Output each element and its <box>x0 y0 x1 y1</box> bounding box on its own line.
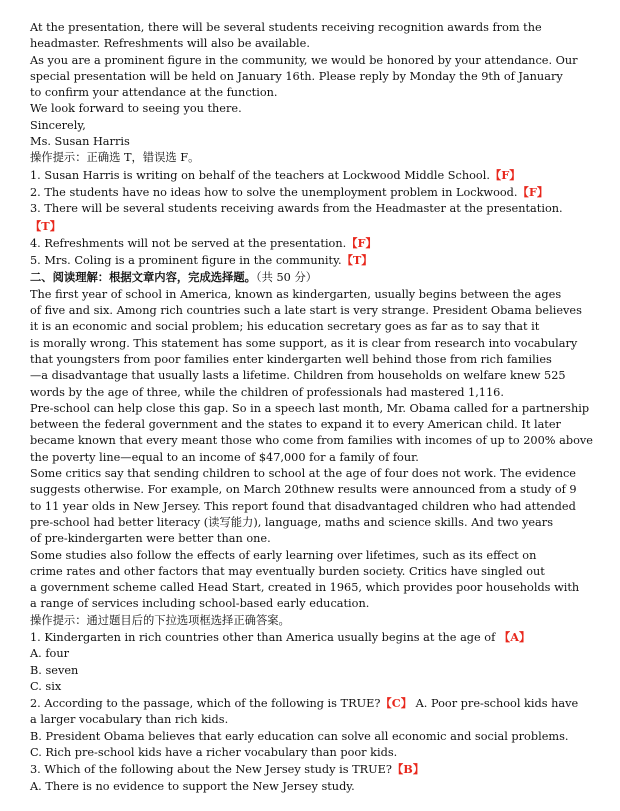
text-line: special presentation will be held on January 16th. Please reply by Monday the 9th of January <box>30 69 563 83</box>
text-line: to confirm your attendance at the function. <box>30 86 278 100</box>
text-line: to 11 year olds in New Jersey. This report found that disadvantaged children who had attended <box>30 499 576 513</box>
option-b: B. seven <box>30 663 79 677</box>
text-line: words by the age of three, while the children of professionals had mastered 1,116. <box>30 385 504 399</box>
text-line: As you are a prominent figure in the community, we would be honored by your attendance. Our <box>30 53 578 67</box>
tf-instruction: 操作提示：正确选 T，错误选 F。 <box>30 151 200 165</box>
tf-answer-select[interactable]: 【F】 <box>517 184 549 199</box>
tf-item-3 <box>30 201 595 217</box>
text-line: of pre-kindergarten were better than one. <box>30 532 271 546</box>
option-a: A. Poor pre-school kids have <box>412 697 579 711</box>
text-line: it is an economic and social problem; his education secretary goes as far as to say that it <box>30 320 540 334</box>
passage-paragraph-4 <box>30 548 595 613</box>
option-c: C. six <box>30 679 62 693</box>
text-line: that youngsters from poor families enter kindergarten well behind those from rich families <box>30 352 552 366</box>
text-line: Some studies also follow the effects of early learning over lifetimes, such as its effect on <box>30 548 537 562</box>
tf-item-2 <box>30 184 595 201</box>
text-line: Pre-school can help close this gap. So in a speech last month, Mr. Obama called for a partnership <box>30 401 590 415</box>
tf-item-text: 1. Susan Harris is writing on behalf of the teachers at Lockwood Middle School. <box>30 168 490 182</box>
option-a-continued: a larger vocabulary than rich kids. <box>30 713 229 727</box>
text-line: of five and six. Among rich countries such a late start is very strange. President Obama believes <box>30 304 582 318</box>
text-line: —a disadvantage that usually lasts a lifetime. Children from households on welfare knew 525 <box>30 369 566 383</box>
answer-dropdown[interactable]: 【C】 <box>380 696 413 711</box>
question-stem: 3. Which of the following about the New Jersey study is TRUE? <box>30 763 392 777</box>
text-line: between the federal government and the states to expand it to every American child. It later <box>30 418 561 432</box>
text-line: is morally wrong. This statement has some support, as it is clear from research into vocabulary <box>30 336 578 350</box>
section-points: （共 50 分） <box>255 271 318 285</box>
mc-instruction: 操作提示：通过题目后的下拉选项框选择正确答案。 <box>30 613 290 627</box>
passage-paragraph-3 <box>30 466 595 547</box>
section-heading <box>30 269 595 286</box>
tf-item-text: 5. Mrs. Coling is a prominent figure in the community. <box>30 254 342 268</box>
tf-item-4 <box>30 235 595 252</box>
tf-item-text: 2. The students have no ideas how to solve the unemployment problem in Lockwood. <box>30 185 518 199</box>
tf-item-text: 4. Refreshments will not be served at the presentation. <box>30 236 347 250</box>
tf-answer-select[interactable]: 【F】 <box>346 235 377 250</box>
tf-item-3-answer-line <box>30 218 595 235</box>
text-line: became known that every meant those who come from families with incomes of up to 200% above <box>30 434 593 448</box>
letter-paragraph <box>30 53 595 102</box>
text-line: crime rates and other factors that may eventually burden society. Critics have singled out <box>30 564 545 578</box>
option-a: A. four <box>30 647 69 661</box>
tf-item-text: 3. There will be several students receiving awards from the Headmaster at the presentation. <box>30 202 563 216</box>
section-title: 二、阅读理解：根据文章内容，完成选择题。 <box>30 270 256 285</box>
text-line: the poverty line—equal to an income of $47,000 for a family of four. <box>30 450 419 464</box>
answer-dropdown[interactable]: 【B】 <box>391 762 425 777</box>
option-b: B. President Obama believes that early education can solve all economic and social problems. <box>30 729 569 743</box>
tf-answer-select[interactable]: 【T】 <box>30 218 62 233</box>
passage-paragraph-1 <box>30 287 595 401</box>
letter-signature: Ms. Susan Harris <box>30 135 130 149</box>
option-a: A. There is no evidence to support the New Jersey study. <box>30 779 355 793</box>
letter-look-forward: We look forward to seeing you there. <box>30 102 242 116</box>
letter-closing: Sincerely, <box>30 118 86 132</box>
tf-answer-select[interactable]: 【F】 <box>489 167 521 182</box>
question-stem: 2. According to the passage, which of the following is TRUE? <box>30 697 381 711</box>
question-3 <box>30 761 595 778</box>
letter-paragraph <box>30 20 595 53</box>
text-line: Some critics say that sending children to school at the age of four does not work. The evidence <box>30 467 576 481</box>
question-2 <box>30 695 595 712</box>
question-1 <box>30 629 595 646</box>
text-line: a government scheme called Head Start, created in 1965, which provides poor households with <box>30 581 580 595</box>
text-line: The first year of school in America, known as kindergarten, usually begins between the ages <box>30 287 562 301</box>
tf-item-5 <box>30 252 595 269</box>
text-line: pre-school had better literacy (读写能力), language, maths and science skills. And two years <box>30 515 553 529</box>
text-line: a range of services including school-based early education. <box>30 597 370 611</box>
tf-answer-select[interactable]: 【T】 <box>341 253 373 268</box>
text-line: headmaster. Refreshments will also be available. <box>30 37 310 51</box>
passage-paragraph-2 <box>30 401 595 466</box>
text-line: At the presentation, there will be several students receiving recognition awards from the <box>30 21 542 34</box>
tf-item-1 <box>30 167 595 184</box>
question-stem: 1. Kindergarten in rich countries other than America usually begins at the age of <box>30 630 499 644</box>
text-line: suggests otherwise. For example, on March 20thnew results were announced from a study of 9 <box>30 483 577 497</box>
option-c: C. Rich pre-school kids have a richer vocabulary than poor kids. <box>30 746 398 760</box>
answer-dropdown[interactable]: 【A】 <box>498 629 531 644</box>
